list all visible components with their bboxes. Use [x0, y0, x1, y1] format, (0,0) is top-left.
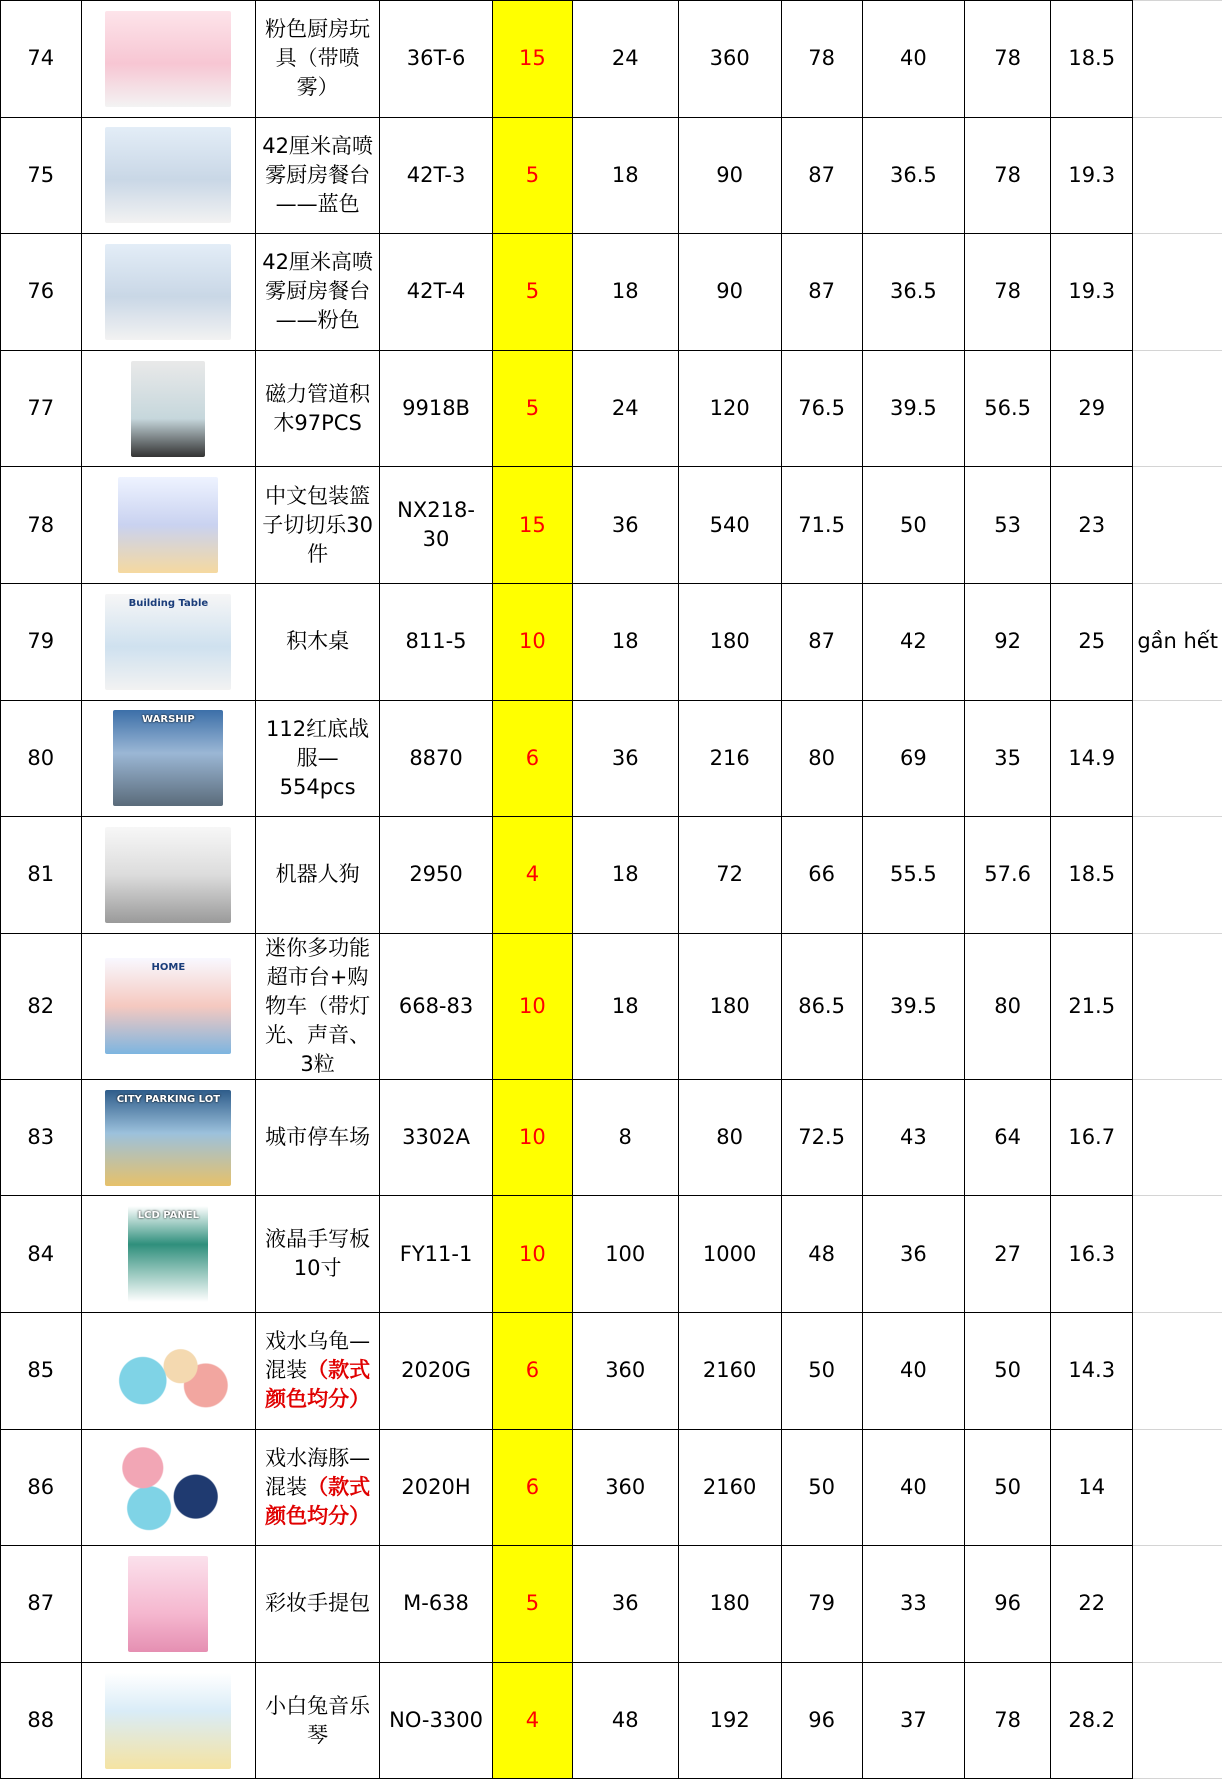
total-units-cell[interactable]: 1000 — [678, 1196, 781, 1313]
quantity-cell[interactable]: 5 — [493, 234, 573, 351]
product-image-cell[interactable] — [81, 583, 256, 700]
table-row — [1, 1312, 1222, 1429]
table-row — [1, 1, 1222, 118]
product-photo — [131, 361, 205, 457]
total-units-cell[interactable]: 90 — [678, 234, 781, 351]
carton-height-cell[interactable]: 92 — [965, 583, 1051, 700]
carton-width-cell[interactable]: 40 — [862, 1429, 964, 1546]
table-row — [1, 1196, 1222, 1313]
model-number-cell[interactable]: 2020H — [379, 1429, 492, 1546]
carton-height-cell[interactable]: 57.6 — [965, 817, 1051, 934]
item-number-cell[interactable]: 82 — [1, 933, 82, 1079]
product-photo — [128, 1206, 208, 1302]
package-label: CITY PARKING LOT — [105, 1094, 231, 1106]
total-units-cell[interactable]: 216 — [678, 700, 781, 817]
package-label: WARSHIP — [113, 714, 223, 726]
units-per-carton-cell[interactable]: 18 — [572, 817, 678, 934]
units-per-carton-cell[interactable]: 100 — [572, 1196, 678, 1313]
units-per-carton-cell[interactable]: 36 — [572, 467, 678, 584]
carton-height-cell[interactable]: 35 — [965, 700, 1051, 817]
units-per-carton-cell[interactable]: 360 — [572, 1429, 678, 1546]
carton-height-cell[interactable]: 56.5 — [965, 350, 1051, 467]
product-name-cell[interactable] — [256, 1429, 380, 1546]
carton-weight-cell[interactable]: 14.9 — [1051, 700, 1133, 817]
units-per-carton-cell[interactable]: 48 — [572, 1662, 678, 1779]
total-units-cell[interactable]: 180 — [678, 1546, 781, 1663]
product-photo — [105, 1439, 231, 1535]
carton-weight-cell[interactable]: 28.2 — [1051, 1662, 1133, 1779]
item-number-cell[interactable]: 77 — [1, 350, 82, 467]
table-row — [1, 933, 1222, 1079]
carton-height-cell[interactable]: 80 — [965, 933, 1051, 1079]
model-number-cell[interactable]: 42T-3 — [379, 117, 492, 234]
product-photo — [105, 127, 231, 223]
product-name-cell[interactable] — [256, 1312, 380, 1429]
item-number-cell[interactable]: 76 — [1, 234, 82, 351]
product-image-cell[interactable] — [81, 1546, 256, 1663]
item-number-cell[interactable]: 78 — [1, 467, 82, 584]
total-units-cell[interactable]: 180 — [678, 583, 781, 700]
model-number-cell[interactable]: 42T-4 — [379, 234, 492, 351]
product-name-emphasis: （款式颜色均分） — [265, 1475, 370, 1528]
product-image-cell[interactable] — [81, 1429, 256, 1546]
product-photo — [105, 958, 231, 1054]
item-number-cell[interactable]: 81 — [1, 817, 82, 934]
model-number-cell[interactable]: 2020G — [379, 1312, 492, 1429]
note-cell[interactable]: gần hết — [1133, 583, 1222, 700]
quantity-cell[interactable]: 6 — [493, 1429, 573, 1546]
product-name-text: 液晶手写板10寸 — [265, 1227, 370, 1280]
product-name-cell[interactable] — [256, 1196, 380, 1313]
model-number-cell[interactable]: 36T-6 — [379, 1, 492, 118]
product-name-text: 磁力管道积木97PCS — [265, 382, 370, 435]
table-row — [1, 467, 1222, 584]
units-per-carton-cell[interactable]: 8 — [572, 1079, 678, 1196]
product-photo — [118, 477, 218, 573]
units-per-carton-cell[interactable]: 18 — [572, 933, 678, 1079]
carton-width-cell[interactable]: 33 — [862, 1546, 964, 1663]
note-cell[interactable] — [1133, 1662, 1222, 1779]
product-name-cell[interactable] — [256, 1, 380, 118]
carton-length-cell[interactable]: 48 — [781, 1196, 862, 1313]
table-row — [1, 817, 1222, 934]
units-per-carton-cell[interactable]: 24 — [572, 1, 678, 118]
product-name-text: 小白兔音乐琴 — [265, 1694, 370, 1747]
product-name-text: 粉色厨房玩具（带喷雾） — [265, 17, 370, 99]
product-name-cell[interactable] — [256, 817, 380, 934]
model-number-cell[interactable]: FY11-1 — [379, 1196, 492, 1313]
product-name-cell[interactable] — [256, 117, 380, 234]
carton-width-cell[interactable]: 36.5 — [862, 117, 964, 234]
note-cell[interactable] — [1133, 1312, 1222, 1429]
carton-width-cell[interactable]: 40 — [862, 1312, 964, 1429]
product-name-text: 迷你多功能超市台+购物车（带灯光、声音、3粒 — [265, 936, 370, 1076]
carton-height-cell[interactable]: 50 — [965, 1312, 1051, 1429]
quantity-cell[interactable]: 5 — [493, 117, 573, 234]
carton-height-cell[interactable]: 27 — [965, 1196, 1051, 1313]
quantity-cell[interactable]: 10 — [493, 583, 573, 700]
quantity-cell[interactable]: 6 — [493, 1312, 573, 1429]
product-photo — [105, 1673, 231, 1769]
carton-length-cell[interactable]: 72.5 — [781, 1079, 862, 1196]
note-cell[interactable] — [1133, 817, 1222, 934]
table-row — [1, 350, 1222, 467]
units-per-carton-cell[interactable]: 18 — [572, 117, 678, 234]
note-cell[interactable] — [1133, 1079, 1222, 1196]
model-number-cell[interactable]: 3302A — [379, 1079, 492, 1196]
item-number-cell[interactable]: 74 — [1, 1, 82, 118]
carton-weight-cell[interactable]: 23 — [1051, 467, 1133, 584]
item-number-cell[interactable]: 83 — [1, 1079, 82, 1196]
table-row — [1, 700, 1222, 817]
note-cell[interactable] — [1133, 234, 1222, 351]
note-cell[interactable] — [1133, 350, 1222, 467]
carton-width-cell[interactable]: 69 — [862, 700, 964, 817]
model-number-cell[interactable]: 8870 — [379, 700, 492, 817]
product-image-cell[interactable] — [81, 700, 256, 817]
carton-length-cell[interactable]: 79 — [781, 1546, 862, 1663]
carton-weight-cell[interactable]: 16.7 — [1051, 1079, 1133, 1196]
carton-width-cell[interactable]: 36 — [862, 1196, 964, 1313]
total-units-cell[interactable]: 360 — [678, 1, 781, 118]
product-photo — [105, 11, 231, 107]
product-image-cell[interactable] — [81, 1, 256, 118]
carton-height-cell[interactable]: 78 — [965, 117, 1051, 234]
carton-weight-cell[interactable]: 22 — [1051, 1546, 1133, 1663]
total-units-cell[interactable]: 2160 — [678, 1312, 781, 1429]
product-name-text: 42厘米高喷雾厨房餐台——蓝色 — [262, 134, 373, 216]
quantity-cell[interactable]: 6 — [493, 700, 573, 817]
carton-weight-cell[interactable]: 18.5 — [1051, 1, 1133, 118]
item-number-cell[interactable]: 88 — [1, 1662, 82, 1779]
total-units-cell[interactable]: 72 — [678, 817, 781, 934]
product-image-cell[interactable] — [81, 467, 256, 584]
table-row — [1, 1079, 1222, 1196]
product-name-cell[interactable] — [256, 467, 380, 584]
product-image-cell[interactable] — [81, 1079, 256, 1196]
model-number-cell[interactable]: 811-5 — [379, 583, 492, 700]
product-photo — [105, 594, 231, 690]
quantity-cell[interactable]: 15 — [493, 467, 573, 584]
table-row — [1, 234, 1222, 351]
quantity-cell[interactable]: 10 — [493, 1079, 573, 1196]
model-number-cell[interactable]: M-638 — [379, 1546, 492, 1663]
item-number-cell[interactable]: 87 — [1, 1546, 82, 1663]
product-photo — [105, 1090, 231, 1186]
product-name-text: 机器人狗 — [276, 862, 360, 886]
quantity-cell[interactable]: 4 — [493, 1662, 573, 1779]
model-number-cell[interactable]: 668-83 — [379, 933, 492, 1079]
product-name-text: 彩妆手提包 — [265, 1591, 370, 1615]
carton-width-cell[interactable]: 50 — [862, 467, 964, 584]
carton-width-cell[interactable]: 43 — [862, 1079, 964, 1196]
carton-length-cell[interactable]: 71.5 — [781, 467, 862, 584]
item-number-cell[interactable]: 75 — [1, 117, 82, 234]
note-cell[interactable] — [1133, 467, 1222, 584]
carton-length-cell[interactable]: 50 — [781, 1312, 862, 1429]
item-number-cell[interactable]: 80 — [1, 700, 82, 817]
product-image-cell[interactable] — [81, 1662, 256, 1779]
item-number-cell[interactable]: 79 — [1, 583, 82, 700]
carton-weight-cell[interactable]: 19.3 — [1051, 117, 1133, 234]
product-image-cell[interactable] — [81, 1196, 256, 1313]
carton-weight-cell[interactable]: 19.3 — [1051, 234, 1133, 351]
carton-width-cell[interactable]: 42 — [862, 583, 964, 700]
package-label: Building Table — [105, 598, 231, 610]
model-number-cell[interactable]: NO-3300 — [379, 1662, 492, 1779]
carton-length-cell[interactable]: 86.5 — [781, 933, 862, 1079]
item-number-cell[interactable]: 85 — [1, 1312, 82, 1429]
carton-length-cell[interactable]: 78 — [781, 1, 862, 118]
units-per-carton-cell[interactable]: 36 — [572, 700, 678, 817]
item-number-cell[interactable]: 86 — [1, 1429, 82, 1546]
product-image-cell[interactable] — [81, 933, 256, 1079]
quantity-cell[interactable]: 5 — [493, 1546, 573, 1663]
model-number-cell[interactable]: 2950 — [379, 817, 492, 934]
product-name-text: 戏水海豚—混装 — [265, 1446, 370, 1499]
table-row — [1, 1662, 1222, 1779]
carton-weight-cell[interactable]: 14 — [1051, 1429, 1133, 1546]
carton-length-cell[interactable]: 76.5 — [781, 350, 862, 467]
carton-width-cell[interactable]: 39.5 — [862, 933, 964, 1079]
product-name-text: 112红底战服—554pcs — [266, 717, 369, 799]
product-name-text: 积木桌 — [286, 629, 349, 653]
product-name-cell[interactable] — [256, 234, 380, 351]
product-name-cell[interactable] — [256, 1546, 380, 1663]
product-name-cell[interactable] — [256, 350, 380, 467]
carton-width-cell[interactable]: 37 — [862, 1662, 964, 1779]
note-cell[interactable] — [1133, 700, 1222, 817]
carton-width-cell[interactable]: 36.5 — [862, 234, 964, 351]
carton-weight-cell[interactable]: 14.3 — [1051, 1312, 1133, 1429]
model-number-cell[interactable]: 9918B — [379, 350, 492, 467]
product-name-text: 城市停车场 — [265, 1125, 370, 1149]
quantity-cell[interactable]: 10 — [493, 933, 573, 1079]
carton-height-cell[interactable]: 78 — [965, 1662, 1051, 1779]
carton-length-cell[interactable]: 87 — [781, 234, 862, 351]
note-cell[interactable] — [1133, 117, 1222, 234]
quantity-cell[interactable]: 4 — [493, 817, 573, 934]
product-image-cell[interactable] — [81, 1312, 256, 1429]
carton-weight-cell[interactable]: 29 — [1051, 350, 1133, 467]
product-image-cell[interactable] — [81, 234, 256, 351]
carton-weight-cell[interactable]: 16.3 — [1051, 1196, 1133, 1313]
product-photo — [105, 1323, 231, 1419]
note-cell[interactable] — [1133, 1546, 1222, 1663]
carton-length-cell[interactable]: 87 — [781, 583, 862, 700]
table-row — [1, 117, 1222, 234]
total-units-cell[interactable]: 180 — [678, 933, 781, 1079]
quantity-cell[interactable]: 10 — [493, 1196, 573, 1313]
carton-weight-cell[interactable]: 25 — [1051, 583, 1133, 700]
carton-length-cell[interactable]: 87 — [781, 117, 862, 234]
product-name-emphasis: （款式颜色均分） — [265, 1358, 370, 1411]
carton-weight-cell[interactable]: 21.5 — [1051, 933, 1133, 1079]
carton-height-cell[interactable]: 96 — [965, 1546, 1051, 1663]
product-image-cell[interactable] — [81, 817, 256, 934]
table-row — [1, 583, 1222, 700]
total-units-cell[interactable]: 540 — [678, 467, 781, 584]
carton-height-cell[interactable]: 64 — [965, 1079, 1051, 1196]
carton-width-cell[interactable]: 39.5 — [862, 350, 964, 467]
product-name-text: 42厘米高喷雾厨房餐台——粉色 — [262, 250, 373, 332]
product-name-text: 中文包装篮子切切乐30件 — [262, 484, 373, 566]
note-cell[interactable] — [1133, 1429, 1222, 1546]
product-image-cell[interactable] — [81, 350, 256, 467]
carton-weight-cell[interactable]: 18.5 — [1051, 817, 1133, 934]
table-row — [1, 1546, 1222, 1663]
product-name-cell[interactable] — [256, 933, 380, 1079]
carton-height-cell[interactable]: 50 — [965, 1429, 1051, 1546]
product-name-cell[interactable] — [256, 1079, 380, 1196]
product-name-text: 戏水乌龟—混装 — [265, 1329, 370, 1382]
product-image-cell[interactable] — [81, 117, 256, 234]
table-row — [1, 1429, 1222, 1546]
total-units-cell[interactable]: 80 — [678, 1079, 781, 1196]
units-per-carton-cell[interactable]: 18 — [572, 234, 678, 351]
carton-height-cell[interactable]: 53 — [965, 467, 1051, 584]
total-units-cell[interactable]: 2160 — [678, 1429, 781, 1546]
product-name-cell[interactable] — [256, 583, 380, 700]
total-units-cell[interactable]: 90 — [678, 117, 781, 234]
model-number-cell[interactable]: NX218-30 — [379, 467, 492, 584]
product-photo — [105, 827, 231, 923]
product-name-cell[interactable] — [256, 1662, 380, 1779]
carton-length-cell[interactable]: 66 — [781, 817, 862, 934]
carton-height-cell[interactable]: 78 — [965, 234, 1051, 351]
carton-height-cell[interactable]: 78 — [965, 1, 1051, 118]
quantity-cell[interactable]: 5 — [493, 350, 573, 467]
item-number-cell[interactable]: 84 — [1, 1196, 82, 1313]
package-label: LCD PANEL — [128, 1210, 208, 1222]
units-per-carton-cell[interactable]: 24 — [572, 350, 678, 467]
total-units-cell[interactable]: 192 — [678, 1662, 781, 1779]
carton-width-cell[interactable]: 40 — [862, 1, 964, 118]
product-photo — [113, 710, 223, 806]
note-cell[interactable] — [1133, 933, 1222, 1079]
note-cell[interactable] — [1133, 1196, 1222, 1313]
product-name-cell[interactable] — [256, 700, 380, 817]
note-cell[interactable] — [1133, 1, 1222, 118]
units-per-carton-cell[interactable]: 18 — [572, 583, 678, 700]
product-photo — [128, 1556, 208, 1652]
units-per-carton-cell[interactable]: 360 — [572, 1312, 678, 1429]
table-body — [1, 1, 1222, 1779]
total-units-cell[interactable]: 120 — [678, 350, 781, 467]
carton-width-cell[interactable]: 55.5 — [862, 817, 964, 934]
carton-length-cell[interactable]: 96 — [781, 1662, 862, 1779]
package-label: HOME — [105, 962, 231, 974]
product-photo — [105, 244, 231, 340]
carton-length-cell[interactable]: 50 — [781, 1429, 862, 1546]
units-per-carton-cell[interactable]: 36 — [572, 1546, 678, 1663]
quantity-cell[interactable]: 15 — [493, 1, 573, 118]
carton-length-cell[interactable]: 80 — [781, 700, 862, 817]
